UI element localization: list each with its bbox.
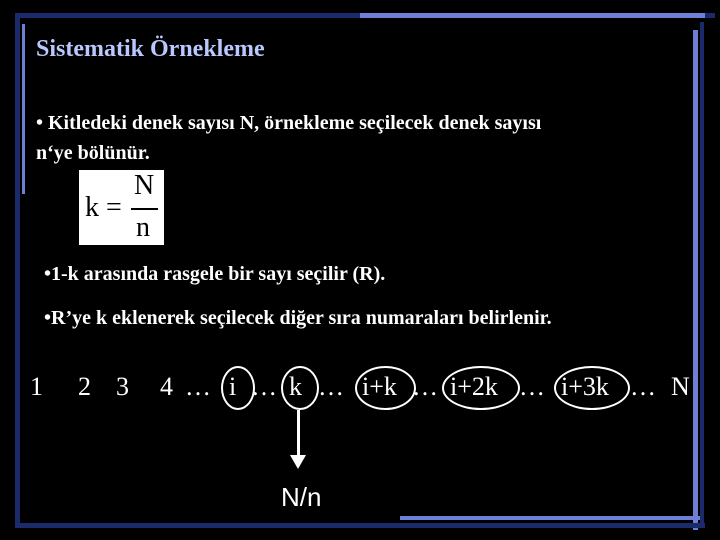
formula-numerator: N [134, 170, 155, 201]
seq-ellipsis-4: … [412, 372, 438, 401]
top-bar-light [360, 13, 705, 18]
seq-item-k: k [289, 372, 302, 401]
seq-item-i: i [229, 372, 237, 401]
bottom-bar-dark [15, 523, 705, 528]
arrow-label: N/n [281, 482, 322, 512]
formula-denominator: n [136, 212, 150, 243]
slide-title: Sistematik Örnekleme [36, 36, 265, 62]
seq-ellipsis-5: … [519, 372, 545, 401]
formula-box [79, 170, 164, 245]
formula-lhs: k = [85, 192, 122, 223]
oval-i [221, 366, 255, 410]
seq-item-2: 2 [78, 372, 91, 401]
right-bar-light [693, 30, 698, 530]
seq-ellipsis-6: … [630, 372, 656, 401]
seq-item-3: 3 [116, 372, 129, 401]
bottom-bar-light [400, 516, 700, 520]
arrow-down-icon [290, 455, 306, 469]
bullet-1 [36, 108, 676, 168]
bullet-3: •R’ye k eklenerek seçilecek diğer sıra numaraları belirlenir. [44, 307, 552, 329]
left-bar-dark [15, 13, 20, 528]
seq-item-1: 1 [30, 372, 43, 401]
right-bar-dark [700, 22, 704, 528]
seq-item-4: 4 [160, 372, 173, 401]
seq-item-N: N [671, 372, 690, 401]
seq-ellipsis-2: … [251, 372, 277, 401]
bullet-1-line-1: • Kitledeki denek sayısı N, örnekleme seçilecek denek sayısı [36, 112, 542, 134]
seq-item-i-plus-2k: i+2k [450, 372, 498, 401]
seq-item-i-plus-k: i+k [362, 372, 397, 401]
bullet-2: •1-k arasında rasgele bir sayı seçilir (R). [44, 263, 386, 285]
seq-ellipsis-1: … [185, 372, 211, 401]
fraction-line [131, 208, 158, 210]
arrow-line [297, 410, 300, 460]
seq-item-i-plus-3k: i+3k [561, 372, 609, 401]
bullet-1-line-2: n‘ye bölünür. [36, 142, 150, 164]
seq-ellipsis-3: … [318, 372, 344, 401]
left-bar-light [22, 24, 25, 194]
